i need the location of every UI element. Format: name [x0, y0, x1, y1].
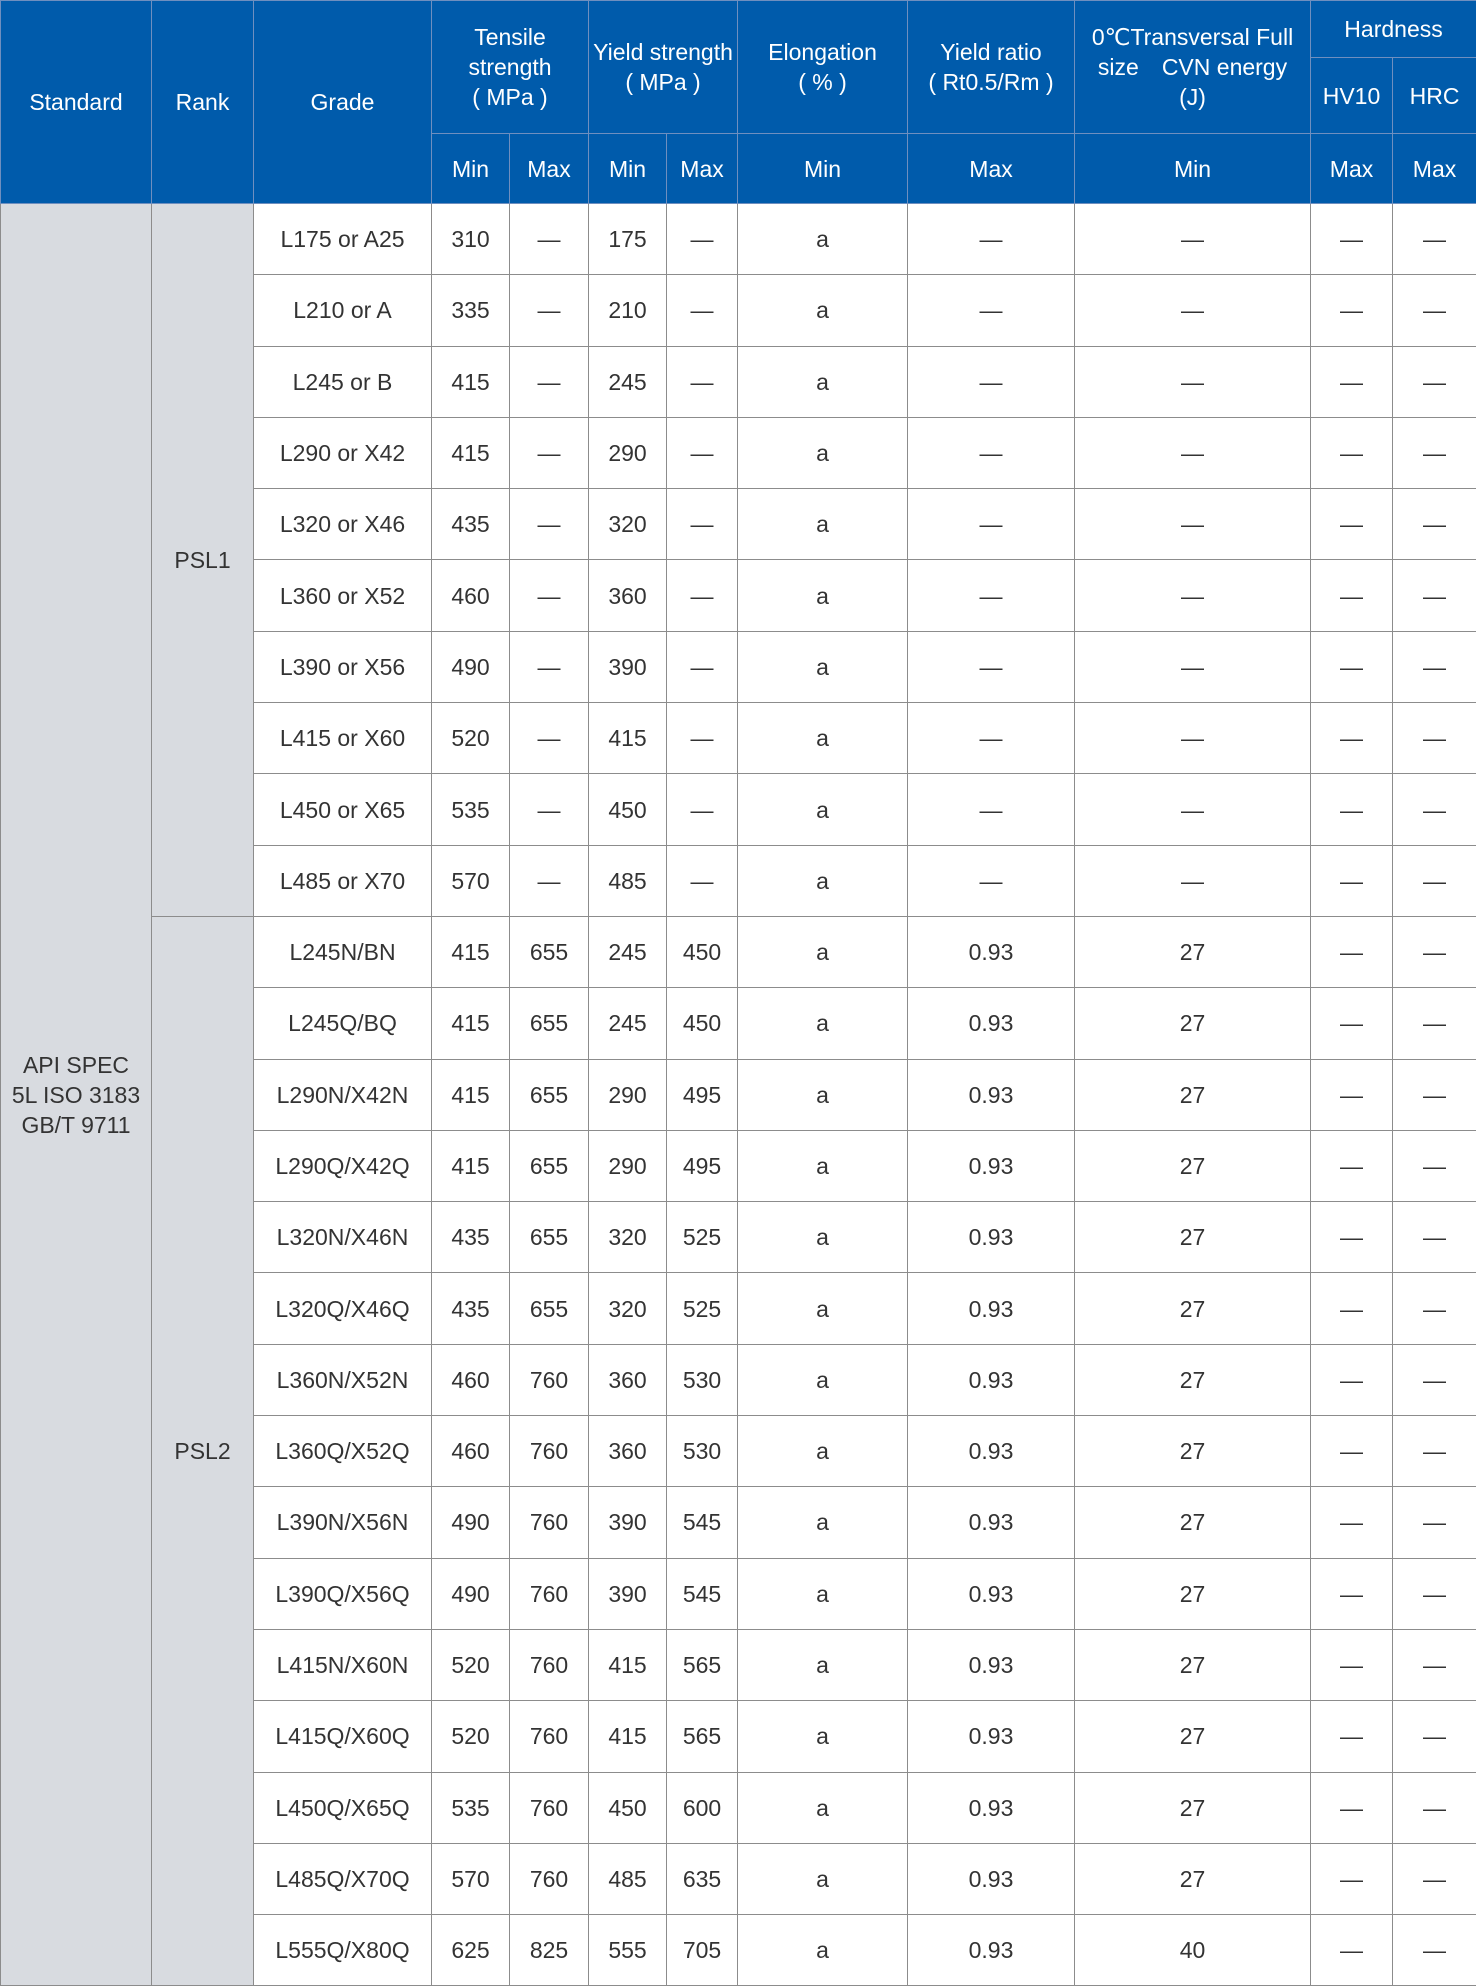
header-cvn-energy: 0℃Transversal Full size CVN energy (J)	[1075, 1, 1311, 134]
yield-ratio-max-cell: 0.93	[908, 1487, 1075, 1558]
hv10-max-cell: —	[1311, 1130, 1393, 1201]
grade-cell: L320Q/X46Q	[254, 1273, 432, 1344]
yield-max-cell: 545	[667, 1487, 738, 1558]
tensile-max-cell: —	[510, 560, 589, 631]
subheader-tensile-min: Min	[432, 134, 510, 204]
cvn-min-cell: 27	[1075, 1273, 1311, 1344]
hrc-max-cell: —	[1393, 489, 1476, 560]
hv10-max-cell: —	[1311, 1202, 1393, 1273]
hrc-max-cell: —	[1393, 1843, 1476, 1914]
tensile-min-cell: 335	[432, 275, 510, 346]
yield-max-cell: —	[667, 774, 738, 845]
yield-min-cell: 415	[589, 703, 667, 774]
tensile-max-cell: 655	[510, 916, 589, 987]
tensile-max-cell: 760	[510, 1416, 589, 1487]
hrc-max-cell: —	[1393, 417, 1476, 488]
yield-min-cell: 210	[589, 275, 667, 346]
header-yield-strength: Yield strength ( MPa )	[589, 1, 738, 134]
yield-max-cell: 450	[667, 916, 738, 987]
yield-ratio-max-cell: 0.93	[908, 988, 1075, 1059]
tensile-min-cell: 415	[432, 1059, 510, 1130]
tensile-min-cell: 570	[432, 845, 510, 916]
tensile-min-cell: 490	[432, 1558, 510, 1629]
yield-max-cell: —	[667, 346, 738, 417]
yield-ratio-max-cell: 0.93	[908, 1701, 1075, 1772]
yield-max-cell: 495	[667, 1130, 738, 1201]
hrc-max-cell: —	[1393, 703, 1476, 774]
tensile-min-cell: 310	[432, 204, 510, 275]
tensile-min-cell: 535	[432, 774, 510, 845]
grade-cell: L415Q/X60Q	[254, 1701, 432, 1772]
elongation-min-cell: a	[738, 1843, 908, 1914]
subheader-yield-max: Max	[667, 134, 738, 204]
yield-min-cell: 245	[589, 988, 667, 1059]
tensile-min-cell: 415	[432, 346, 510, 417]
grade-cell: L245N/BN	[254, 916, 432, 987]
cvn-min-cell: 27	[1075, 1059, 1311, 1130]
rank-cell-psl1: PSL1	[152, 204, 254, 917]
yield-ratio-max-cell: 0.93	[908, 1059, 1075, 1130]
yield-min-cell: 390	[589, 631, 667, 702]
yield-ratio-max-cell: —	[908, 204, 1075, 275]
cvn-min-cell: —	[1075, 560, 1311, 631]
standard-cell: API SPEC 5L ISO 3183 GB/T 9711	[1, 204, 152, 1986]
yield-ratio-max-cell: 0.93	[908, 1130, 1075, 1201]
table-row	[1, 916, 1476, 987]
hrc-max-cell: —	[1393, 1558, 1476, 1629]
cvn-min-cell: —	[1075, 631, 1311, 702]
yield-ratio-max-cell: 0.93	[908, 1843, 1075, 1914]
hv10-max-cell: —	[1311, 346, 1393, 417]
header-elongation: Elongation ( % )	[738, 1, 908, 134]
yield-min-cell: 320	[589, 489, 667, 560]
elongation-min-cell: a	[738, 1273, 908, 1344]
yield-max-cell: 495	[667, 1059, 738, 1130]
yield-max-cell: 545	[667, 1558, 738, 1629]
yield-ratio-max-cell: —	[908, 845, 1075, 916]
tensile-min-cell: 435	[432, 1202, 510, 1273]
header-hv10: HV10	[1311, 58, 1393, 134]
elongation-min-cell: a	[738, 845, 908, 916]
yield-min-cell: 485	[589, 1843, 667, 1914]
cvn-min-cell: 27	[1075, 1344, 1311, 1415]
cvn-min-cell: 40	[1075, 1915, 1311, 1986]
hrc-max-cell: —	[1393, 1130, 1476, 1201]
subheader-yield-ratio-max: Max	[908, 134, 1075, 204]
hv10-max-cell: —	[1311, 560, 1393, 631]
yield-ratio-max-cell: 0.93	[908, 1629, 1075, 1700]
cvn-min-cell: 27	[1075, 1843, 1311, 1914]
tensile-min-cell: 520	[432, 1701, 510, 1772]
tensile-min-cell: 415	[432, 916, 510, 987]
tensile-max-cell: —	[510, 489, 589, 560]
cvn-min-cell: 27	[1075, 1772, 1311, 1843]
tensile-min-cell: 570	[432, 1843, 510, 1914]
yield-max-cell: 705	[667, 1915, 738, 1986]
yield-max-cell: 600	[667, 1772, 738, 1843]
cvn-min-cell: 27	[1075, 1701, 1311, 1772]
tensile-min-cell: 535	[432, 1772, 510, 1843]
header-grade: Grade	[254, 1, 432, 204]
hrc-max-cell: —	[1393, 1059, 1476, 1130]
subheader-cvn-min: Min	[1075, 134, 1311, 204]
hrc-max-cell: —	[1393, 988, 1476, 1059]
tensile-min-cell: 435	[432, 489, 510, 560]
grade-cell: L390 or X56	[254, 631, 432, 702]
tensile-min-cell: 490	[432, 631, 510, 702]
yield-ratio-max-cell: 0.93	[908, 916, 1075, 987]
hrc-max-cell: —	[1393, 346, 1476, 417]
elongation-min-cell: a	[738, 417, 908, 488]
elongation-min-cell: a	[738, 1772, 908, 1843]
yield-ratio-max-cell: —	[908, 417, 1075, 488]
tensile-max-cell: 655	[510, 1130, 589, 1201]
grade-cell: L290N/X42N	[254, 1059, 432, 1130]
hv10-max-cell: —	[1311, 845, 1393, 916]
tensile-min-cell: 435	[432, 1273, 510, 1344]
yield-max-cell: —	[667, 560, 738, 631]
grade-cell: L290Q/X42Q	[254, 1130, 432, 1201]
tensile-max-cell: 760	[510, 1772, 589, 1843]
grade-cell: L175 or A25	[254, 204, 432, 275]
elongation-min-cell: a	[738, 275, 908, 346]
yield-max-cell: 450	[667, 988, 738, 1059]
hv10-max-cell: —	[1311, 1059, 1393, 1130]
tensile-min-cell: 460	[432, 560, 510, 631]
cvn-min-cell: —	[1075, 774, 1311, 845]
tensile-min-cell: 460	[432, 1344, 510, 1415]
grade-cell: L415 or X60	[254, 703, 432, 774]
grade-cell: L450 or X65	[254, 774, 432, 845]
hv10-max-cell: —	[1311, 1558, 1393, 1629]
yield-min-cell: 320	[589, 1273, 667, 1344]
hrc-max-cell: —	[1393, 204, 1476, 275]
yield-max-cell: 565	[667, 1629, 738, 1700]
elongation-min-cell: a	[738, 346, 908, 417]
yield-max-cell: 635	[667, 1843, 738, 1914]
header-standard: Standard	[1, 1, 152, 204]
hv10-max-cell: —	[1311, 774, 1393, 845]
grade-cell: L360Q/X52Q	[254, 1416, 432, 1487]
hrc-max-cell: —	[1393, 1273, 1476, 1344]
grade-cell: L485Q/X70Q	[254, 1843, 432, 1914]
yield-min-cell: 175	[589, 204, 667, 275]
yield-min-cell: 415	[589, 1629, 667, 1700]
cvn-min-cell: —	[1075, 845, 1311, 916]
subheader-tensile-max: Max	[510, 134, 589, 204]
tensile-min-cell: 460	[432, 1416, 510, 1487]
tensile-min-cell: 490	[432, 1487, 510, 1558]
yield-min-cell: 555	[589, 1915, 667, 1986]
grade-cell: L450Q/X65Q	[254, 1772, 432, 1843]
cvn-min-cell: 27	[1075, 1558, 1311, 1629]
yield-max-cell: —	[667, 845, 738, 916]
cvn-min-cell: —	[1075, 346, 1311, 417]
subheader-hrc-max: Max	[1393, 134, 1476, 204]
grade-cell: L360 or X52	[254, 560, 432, 631]
yield-min-cell: 415	[589, 1701, 667, 1772]
cvn-min-cell: 27	[1075, 1202, 1311, 1273]
hv10-max-cell: —	[1311, 1344, 1393, 1415]
tensile-max-cell: 655	[510, 1059, 589, 1130]
hv10-max-cell: —	[1311, 417, 1393, 488]
yield-max-cell: 525	[667, 1273, 738, 1344]
yield-max-cell: —	[667, 417, 738, 488]
yield-max-cell: 530	[667, 1416, 738, 1487]
cvn-min-cell: —	[1075, 703, 1311, 774]
hrc-max-cell: —	[1393, 560, 1476, 631]
tensile-max-cell: —	[510, 275, 589, 346]
elongation-min-cell: a	[738, 1629, 908, 1700]
elongation-min-cell: a	[738, 204, 908, 275]
cvn-min-cell: 27	[1075, 1130, 1311, 1201]
yield-min-cell: 290	[589, 1130, 667, 1201]
yield-min-cell: 390	[589, 1487, 667, 1558]
grade-cell: L245Q/BQ	[254, 988, 432, 1059]
tensile-max-cell: —	[510, 845, 589, 916]
elongation-min-cell: a	[738, 916, 908, 987]
elongation-min-cell: a	[738, 703, 908, 774]
hrc-max-cell: —	[1393, 1701, 1476, 1772]
grade-cell: L390N/X56N	[254, 1487, 432, 1558]
grade-cell: L485 or X70	[254, 845, 432, 916]
grade-cell: L320 or X46	[254, 489, 432, 560]
hrc-max-cell: —	[1393, 275, 1476, 346]
elongation-min-cell: a	[738, 1130, 908, 1201]
hrc-max-cell: —	[1393, 1487, 1476, 1558]
cvn-min-cell: 27	[1075, 916, 1311, 987]
tensile-max-cell: 655	[510, 1273, 589, 1344]
hv10-max-cell: —	[1311, 489, 1393, 560]
tensile-min-cell: 520	[432, 1629, 510, 1700]
elongation-min-cell: a	[738, 1416, 908, 1487]
yield-ratio-max-cell: —	[908, 774, 1075, 845]
hrc-max-cell: —	[1393, 1629, 1476, 1700]
table-row	[1, 204, 1476, 275]
tensile-min-cell: 625	[432, 1915, 510, 1986]
header-rank: Rank	[152, 1, 254, 204]
tensile-min-cell: 415	[432, 988, 510, 1059]
cvn-min-cell: 27	[1075, 1416, 1311, 1487]
elongation-min-cell: a	[738, 1915, 908, 1986]
yield-min-cell: 450	[589, 774, 667, 845]
tensile-max-cell: —	[510, 703, 589, 774]
tensile-max-cell: —	[510, 774, 589, 845]
hrc-max-cell: —	[1393, 1772, 1476, 1843]
grade-cell: L320N/X46N	[254, 1202, 432, 1273]
tensile-max-cell: 655	[510, 988, 589, 1059]
elongation-min-cell: a	[738, 1344, 908, 1415]
tensile-max-cell: 760	[510, 1701, 589, 1772]
tensile-max-cell: 760	[510, 1843, 589, 1914]
elongation-min-cell: a	[738, 774, 908, 845]
tensile-max-cell: 760	[510, 1629, 589, 1700]
hv10-max-cell: —	[1311, 1487, 1393, 1558]
cvn-min-cell: —	[1075, 275, 1311, 346]
yield-ratio-max-cell: 0.93	[908, 1273, 1075, 1344]
elongation-min-cell: a	[738, 489, 908, 560]
elongation-min-cell: a	[738, 1558, 908, 1629]
hrc-max-cell: —	[1393, 845, 1476, 916]
yield-min-cell: 290	[589, 1059, 667, 1130]
hv10-max-cell: —	[1311, 988, 1393, 1059]
yield-min-cell: 320	[589, 1202, 667, 1273]
yield-min-cell: 360	[589, 1416, 667, 1487]
yield-ratio-max-cell: —	[908, 560, 1075, 631]
hrc-max-cell: —	[1393, 1202, 1476, 1273]
yield-min-cell: 450	[589, 1772, 667, 1843]
yield-max-cell: —	[667, 489, 738, 560]
hv10-max-cell: —	[1311, 204, 1393, 275]
tensile-max-cell: —	[510, 631, 589, 702]
yield-max-cell: —	[667, 631, 738, 702]
elongation-min-cell: a	[738, 631, 908, 702]
hrc-max-cell: —	[1393, 916, 1476, 987]
tensile-max-cell: —	[510, 417, 589, 488]
yield-max-cell: —	[667, 275, 738, 346]
grade-cell: L360N/X52N	[254, 1344, 432, 1415]
grade-cell: L390Q/X56Q	[254, 1558, 432, 1629]
grade-cell: L290 or X42	[254, 417, 432, 488]
hv10-max-cell: —	[1311, 631, 1393, 702]
subheader-hv10-max: Max	[1311, 134, 1393, 204]
yield-min-cell: 245	[589, 916, 667, 987]
yield-min-cell: 485	[589, 845, 667, 916]
yield-min-cell: 360	[589, 1344, 667, 1415]
yield-ratio-max-cell: 0.93	[908, 1344, 1075, 1415]
yield-min-cell: 290	[589, 417, 667, 488]
yield-max-cell: —	[667, 204, 738, 275]
header-hardness: Hardness	[1311, 1, 1476, 58]
grade-cell: L245 or B	[254, 346, 432, 417]
elongation-min-cell: a	[738, 1487, 908, 1558]
yield-ratio-max-cell: 0.93	[908, 1202, 1075, 1273]
elongation-min-cell: a	[738, 560, 908, 631]
cvn-min-cell: 27	[1075, 1629, 1311, 1700]
grade-cell: L415N/X60N	[254, 1629, 432, 1700]
tensile-min-cell: 520	[432, 703, 510, 774]
hrc-max-cell: —	[1393, 774, 1476, 845]
tensile-max-cell: 760	[510, 1487, 589, 1558]
subheader-elongation-min: Min	[738, 134, 908, 204]
yield-ratio-max-cell: —	[908, 346, 1075, 417]
table-body	[1, 204, 1476, 1986]
table-header	[1, 1, 1476, 204]
tensile-max-cell: —	[510, 204, 589, 275]
tensile-min-cell: 415	[432, 417, 510, 488]
hrc-max-cell: —	[1393, 631, 1476, 702]
elongation-min-cell: a	[738, 1059, 908, 1130]
hrc-max-cell: —	[1393, 1416, 1476, 1487]
elongation-min-cell: a	[738, 1701, 908, 1772]
hv10-max-cell: —	[1311, 1772, 1393, 1843]
yield-ratio-max-cell: —	[908, 703, 1075, 774]
hv10-max-cell: —	[1311, 1843, 1393, 1914]
yield-ratio-max-cell: 0.93	[908, 1915, 1075, 1986]
yield-ratio-max-cell: —	[908, 275, 1075, 346]
yield-min-cell: 245	[589, 346, 667, 417]
rank-cell-psl2: PSL2	[152, 916, 254, 1985]
yield-max-cell: 525	[667, 1202, 738, 1273]
grade-cell: L210 or A	[254, 275, 432, 346]
cvn-min-cell: 27	[1075, 988, 1311, 1059]
cvn-min-cell: —	[1075, 204, 1311, 275]
yield-max-cell: 565	[667, 1701, 738, 1772]
cvn-min-cell: —	[1075, 489, 1311, 560]
tensile-max-cell: 825	[510, 1915, 589, 1986]
tensile-max-cell: 760	[510, 1344, 589, 1415]
elongation-min-cell: a	[738, 988, 908, 1059]
yield-ratio-max-cell: 0.93	[908, 1558, 1075, 1629]
yield-min-cell: 390	[589, 1558, 667, 1629]
hv10-max-cell: —	[1311, 1273, 1393, 1344]
cvn-min-cell: —	[1075, 417, 1311, 488]
hv10-max-cell: —	[1311, 1701, 1393, 1772]
hv10-max-cell: —	[1311, 1416, 1393, 1487]
hv10-max-cell: —	[1311, 275, 1393, 346]
hrc-max-cell: —	[1393, 1344, 1476, 1415]
hv10-max-cell: —	[1311, 916, 1393, 987]
hrc-max-cell: —	[1393, 1915, 1476, 1986]
header-yield-ratio: Yield ratio ( Rt0.5/Rm )	[908, 1, 1075, 134]
yield-ratio-max-cell: —	[908, 489, 1075, 560]
grade-cell: L555Q/X80Q	[254, 1915, 432, 1986]
elongation-min-cell: a	[738, 1202, 908, 1273]
yield-max-cell: —	[667, 703, 738, 774]
yield-ratio-max-cell: —	[908, 631, 1075, 702]
hv10-max-cell: —	[1311, 1915, 1393, 1986]
yield-ratio-max-cell: 0.93	[908, 1772, 1075, 1843]
tensile-max-cell: —	[510, 346, 589, 417]
yield-ratio-max-cell: 0.93	[908, 1416, 1075, 1487]
header-tensile-strength: Tensile strength ( MPa )	[432, 1, 589, 134]
yield-min-cell: 360	[589, 560, 667, 631]
subheader-yield-min: Min	[589, 134, 667, 204]
tensile-max-cell: 760	[510, 1558, 589, 1629]
tensile-max-cell: 655	[510, 1202, 589, 1273]
tensile-min-cell: 415	[432, 1130, 510, 1201]
cvn-min-cell: 27	[1075, 1487, 1311, 1558]
yield-max-cell: 530	[667, 1344, 738, 1415]
header-hrc: HRC	[1393, 58, 1476, 134]
hv10-max-cell: —	[1311, 703, 1393, 774]
hv10-max-cell: —	[1311, 1629, 1393, 1700]
